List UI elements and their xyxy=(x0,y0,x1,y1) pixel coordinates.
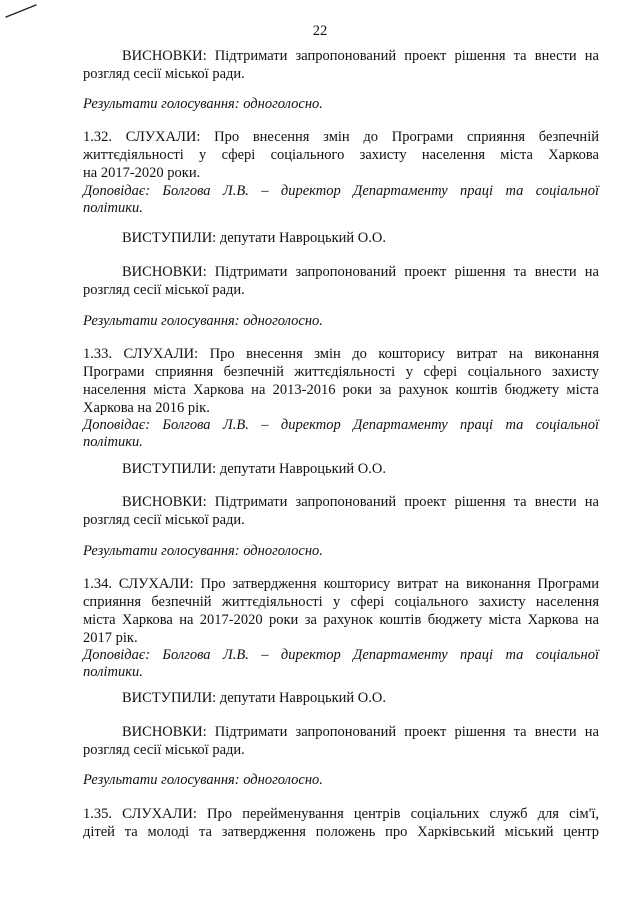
text-line: Доповідає: Болгова Л.В. – директор Департаменту праці та соціальної xyxy=(83,183,599,199)
text-line: Результати голосування: одноголосно. xyxy=(83,96,323,112)
text-line: політики. xyxy=(83,434,143,450)
text-line: ВИСНОВКИ: Підтримати запропонований проект рішення та внести на xyxy=(122,264,599,280)
text-line: ВИСНОВКИ: Підтримати запропонований проект рішення та внести на xyxy=(122,494,599,510)
text-line: Доповідає: Болгова Л.В. – директор Департаменту праці та соціальної xyxy=(83,647,599,663)
text-line: розгляд сесії міської ради. xyxy=(83,282,245,298)
text-line: ВИСНОВКИ: Підтримати запропонований проект рішення та внести на xyxy=(122,724,599,740)
text-line: ВИСТУПИЛИ: депутати Навроцький О.О. xyxy=(122,230,386,246)
page-number: 22 xyxy=(312,23,328,39)
text-line: Результати голосування: одноголосно. xyxy=(83,543,323,559)
text-line: розгляд сесії міської ради. xyxy=(83,66,245,82)
text-line: 1.32. СЛУХАЛИ: Про внесення змін до Програми сприяння безпечній xyxy=(83,129,599,145)
text-line: розгляд сесії міської ради. xyxy=(83,742,245,758)
text-line: розгляд сесії міської ради. xyxy=(83,512,245,528)
pen-mark xyxy=(4,2,38,20)
text-line: Доповідає: Болгова Л.В. – директор Департаменту праці та соціальної xyxy=(83,417,599,433)
text-line: політики. xyxy=(83,200,143,216)
text-line: дітей та молоді та затвердження положень про Харківський міський центр xyxy=(83,824,599,840)
text-line: Результати голосування: одноголосно. xyxy=(83,772,323,788)
text-line: міста Харкова на 2017-2020 роки за рахунок коштів бюджету міста Харкова на xyxy=(83,612,599,628)
text-line: населення міста Харкова на 2013-2016 роки за рахунок коштів бюджету міста xyxy=(83,382,599,398)
text-line: ВИСТУПИЛИ: депутати Навроцький О.О. xyxy=(122,690,386,706)
text-line: сприяння безпечній життєдіяльності у сфері соціального захисту населення xyxy=(83,594,599,610)
text-line: Програми сприяння безпечній життєдіяльності у сфері соціального захисту xyxy=(83,364,599,380)
text-line: 2017 рік. xyxy=(83,630,138,646)
text-line: політики. xyxy=(83,664,143,680)
text-line: ВИСТУПИЛИ: депутати Навроцький О.О. xyxy=(122,461,386,477)
text-line: життєдіяльності у сфері соціального захисту населення міста Харкова xyxy=(83,147,599,163)
text-line: 1.33. СЛУХАЛИ: Про внесення змін до кошторису витрат на виконання xyxy=(83,346,599,362)
text-line: на 2017-2020 роки. xyxy=(83,165,201,181)
text-line: 1.34. СЛУХАЛИ: Про затвердження кошторису витрат на виконання Програми xyxy=(83,576,599,592)
text-line: ВИСНОВКИ: Підтримати запропонований проект рішення та внести на xyxy=(122,48,599,64)
text-line: Харкова на 2016 рік. xyxy=(83,400,210,416)
text-line: 1.35. СЛУХАЛИ: Про перейменування центрів соціальних служб для сім'ї, xyxy=(83,806,599,822)
text-line: Результати голосування: одноголосно. xyxy=(83,313,323,329)
